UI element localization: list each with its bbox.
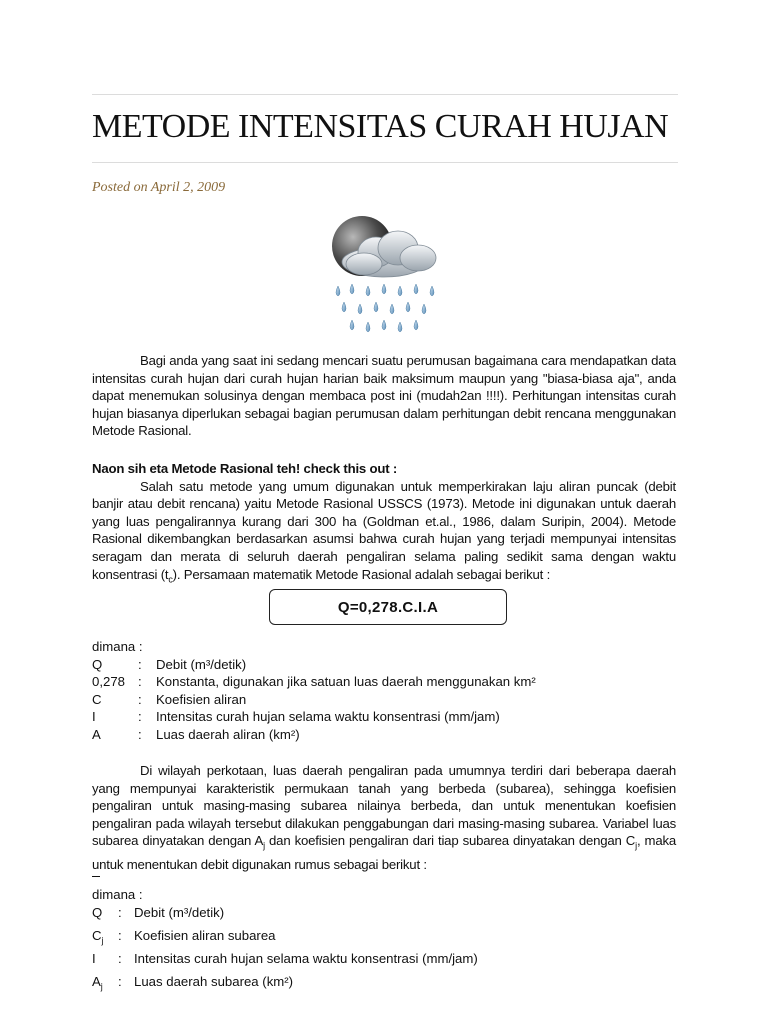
rational-text: Salah satu metode yang umum digunakan untuk memperkirakan laju aliran puncak (debit banjir atau debit rencana) yaitu Metode Rasional USSCS (1973). Metode ini digunakan untuk daerah yang luas pengalirannya kurang dari 300 ha (Goldman et.al., 1986, dalam Suripin, 2004). Metode Rasional dikembangkan berdasarkan asumsi bahwa curah hujan yang terjadi mempunyai intensitas seragam dan merata di seluruh daerah pengaliran selama paling sedikit sama dengan waktu konsentrasi (t bbox=[92, 478, 676, 582]
formula-box bbox=[269, 589, 507, 625]
definition-row: $A_j$ : Luas daerah subarea (km²) bbox=[92, 974, 294, 992]
where-label-2: dimana : bbox=[92, 887, 143, 902]
post-title: METODE INTENSITAS CURAH HUJAN bbox=[92, 108, 669, 145]
top-divider bbox=[92, 94, 678, 95]
urban-text-3: , maka untuk menentukan debit digunakan rumus sebagai berikut : bbox=[92, 833, 676, 872]
definition-row: Q : Debit (m³/detik) bbox=[92, 656, 247, 672]
section-heading: Naon sih eta Metode Rasional teh! check this out : bbox=[92, 461, 398, 476]
definition-row: C : Koefisien aliran bbox=[92, 691, 247, 707]
rational-text-end: ). Persamaan matematik Metode Rasional adalah sebagai berikut : bbox=[172, 566, 551, 582]
definition-row: I : Intensitas curah hujan selama waktu konsentrasi (mm/jam) bbox=[92, 709, 500, 725]
tc-subscript: c bbox=[168, 574, 173, 585]
post-date-link[interactable]: April 2, 2009 bbox=[150, 180, 226, 195]
intro-paragraph bbox=[92, 352, 676, 440]
rational-paragraph bbox=[92, 478, 676, 589]
where-label: dimana : bbox=[92, 639, 143, 654]
definition-row: 0,278 : Konstanta, digunakan jika satuan luas daerah menggunakan km² bbox=[92, 674, 536, 690]
intro-text: Bagi anda yang saat ini sedang mencari suatu perumusan bagaimana cara mendapatkan data intensitas curah hujan dari curah hujan harian baik maksimum maupun yang "biasa-biasa aja", anda dapat menemukan solusinya dengan membaca post ini (mudah2an !!!!). Perhitungan intensitas curah hujan biasanya diperlukan sebagai bagian perumusan dalam perhitungan debit rencana menggunakan Metode Rasional. bbox=[92, 353, 676, 439]
definition-row: A : Luas daerah aliran (km²) bbox=[92, 726, 300, 742]
formula-text: Q=0,278.C.I.A bbox=[337, 598, 439, 616]
rational-section bbox=[92, 460, 676, 589]
definition-row: $C_j$ : Koefisien aliran subarea bbox=[92, 927, 276, 946]
posted-on bbox=[92, 180, 225, 196]
urban-text-2: dan koefisien pengaliran dari tiap subarea dinyatakan dengan C bbox=[264, 833, 636, 849]
posted-prefix: Posted on bbox=[92, 180, 151, 195]
urban-text-1: Di wilayah perkotaan, luas daerah pengaliran pada umumnya terdiri dari beberapa daerah yang mempunyai karakteristik permukaan tanah yang berbeda (subarea), sehingga koefisien pengaliran untuk masing-masing subarea nilainya berbeda, dan untuk menentukan koefisien pengaliran pada wilayah tersebut dilakukan penggabungan dari masing-masing subarea. Variabel luas subarea dinyatakan dengan A bbox=[92, 763, 676, 849]
formula-placeholder-bar bbox=[92, 876, 100, 877]
rain-cloud-moon-icon bbox=[326, 212, 444, 338]
definition-row: Q : Debit (m³/detik) bbox=[92, 904, 225, 920]
title-divider bbox=[92, 162, 678, 163]
subarea-definitions-list bbox=[92, 886, 478, 997]
definition-row: I : Intensitas curah hujan selama waktu konsentrasi (mm/jam) bbox=[92, 951, 478, 967]
definitions-list bbox=[92, 638, 536, 744]
urban-paragraph: Di wilayah perkotaan, luas daerah pengaliran pada umumnya terdiri dari beberapa daerah yang mempunyai karakteristik permukaan tanah yang berbeda (subarea), sehingga koefisien pengaliran untuk masing-masing subarea nilainya berbeda, dan untuk menentukan koefisien pengaliran pada wilayah tersebut dilakukan penggabungan dari masing-masing subarea. Variabel luas subarea dinyatakan dengan $A_j$ dan koefisien pengaliran dari tiap subarea dinyatakan dengan $C_j$, maka untuk menentukan debit digunakan rumus sebagai berikut : bbox=[92, 763, 676, 872]
